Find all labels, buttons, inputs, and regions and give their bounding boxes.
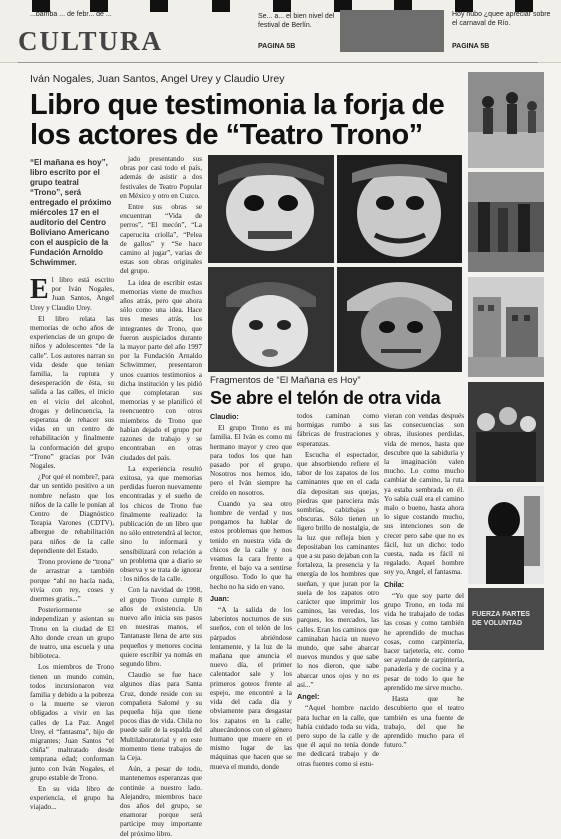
paragraph: Entre sus obras se encuentran “Vida de perros”, “El mecón”, “La caperucita criolla”, “Pelea de gallos” y “Se hace camino al jugar”, varias de estas son obras originales del grupo.	[120, 203, 202, 276]
paragraph: “Aquel hombre nacido para luchar en la calle, que había cuidado toda su vida, pero supo de la calle y de que él aquí no tenía donde me dedicará trabajo y de otras fuentes como si estu-	[297, 704, 379, 768]
article-column-1	[30, 274, 114, 812]
teaser-photo	[340, 10, 444, 52]
section-divider	[18, 62, 538, 63]
top-date-line: ...bamba ... de febr... de ...	[30, 11, 112, 18]
speaker-name: Chila:	[384, 579, 404, 589]
sign-line-1: FUERZA PARTES	[472, 611, 530, 618]
article-2-title: Se abre el telón de otra vida	[210, 388, 441, 408]
paragraph	[297, 692, 379, 702]
paragraph: jado presentando sus obras por casi todo el país, además de asistir a dos festivales de Teatro Popular en México y otro en Cuzco.	[120, 155, 202, 200]
paragraph: Escucha el espectador, que absorbiendo refiere el tabor de los zapatos de los caminantes que en el cada día depositan sus quejas, piedras que pareciera más sombrías, cabizbajas y obscuras. Sólo tienen un ligero brillo de nostalgia, de la luz que refleja bien y depositaban los caminantes que a su paso dejaban con la fortaleza, la presencia y la energía de los hombres que sueñan, y que juran por la suela de los zapatos otro carácter que imprimir los caminos, las veredas, los parques, los mercados, las calles. Eran los caminos que caminaban hacia un nuevo mundo, que sabe abarcar nuevos mundos y que sabe lo nos dieron, que sabe abarcar unos ojos y no es así...”	[297, 450, 379, 689]
paragraph: En su vida libro de experiencia, el grupo ha viajado...	[30, 784, 114, 812]
paragraph: El grupo Trono es mi familia. El Iván es como mi hermano mayor y creo que para todos los que han pasado por el grupo. Nosotros nos hemos ido, pero el Iván siempre ha creído en nosotros.	[210, 424, 292, 497]
sign-line-2: DE VOLUNTAD	[472, 620, 523, 627]
binding-hole	[273, 0, 291, 12]
mask-photo-1	[208, 155, 334, 263]
paragraph: La idea de escribir estas memorias viene de muchos años atrás, pero que ahora sólo como una idea. Hace tres meses atrás, los integrantes de Trono, que fueron auspiciados durante la mayor parte del año 1997 por la Fundación Arnaldo Schwimmer, presentaron unos cuantos testimonios a dicha institución y les pidió que completaran sus memorias y se planificó el reencuentro con otros miembros de Trono que habían dejado el grupo por razones de trabajo y se encontraban en otras ciudades del país.	[120, 278, 202, 462]
article-2-column-3	[384, 412, 464, 750]
paragraph: vieran con vendas después las consecuencias son obras, ilusiones perdidas, vida de menos, hasta que descubre que la sabiduría y la imaginación valen mucho. Lo como mucho cambiar de camino, la ruta ya estaba sembrada en él. Yo sabía cuál era el camino malo o bueno, hasta ahora lo sigue costando mucho, sus intenciones son de crecer pero sabe que no es fácil, luz un dicho: todo cuesta, nada es fácil ni regalado. Aquel hombre soy yo, Angel, el fantasma.	[384, 412, 464, 577]
sign-text	[472, 610, 540, 628]
binding-hole	[212, 0, 230, 12]
mask-photo-4	[337, 267, 462, 372]
speaker-name: Claudio:	[210, 412, 239, 421]
paragraph: Claudio se fue hace algunos días para Santa Cruz, donde reside con su compañera Salomé y su pequeña hija que tiene pocos días de vida. Chila no puede salir de la espalda del Multilaboratorial y en este momento tiene trabajos de la Ceja.	[120, 671, 202, 762]
side-photo-performers	[468, 72, 544, 168]
paragraph: Los miembros de Trono tienen un mundo común, todos incursionaron vez familia y debido a la pobreza o la muerte se vieron obligados a vivir en las calles de La Paz. Angel Urey, el “fantasma”, hijo de migrantes; Juan Santos “el chiña” maltratado desde temprana edad; conforman junto con Iván Nogales, el grupo estable de Trono.	[30, 663, 114, 782]
article-2-column-2	[297, 412, 379, 768]
section-title: CULTURA	[18, 26, 164, 56]
article-2-column-1	[210, 412, 292, 771]
article-column-2	[120, 155, 202, 838]
paragraph	[384, 580, 464, 590]
teaser-carnaval-page: PAGINA 5B	[452, 43, 490, 50]
paragraph: La experiencia resultó exitosa, ya que memorias perdidas fueron nuevamente encontradas y el sueño de los chicos de Trono fue finalmente realizado: la publicación de un libro que no sólo entretendrá al lector, sino lo informará y sensibilizará con relación a un problema que a diario se observa y se trata de ignorar : los niños de la calle.	[120, 464, 202, 584]
lead-paragraph: “El mañana es hoy”, libro escrito por el grupo teatral “Trono”, será entregado el próximo miércoles 17 en el auditorio del Centro Boliviano Americano con el auspicio de la Fundación Arnoldo Schwimmer.	[30, 158, 112, 267]
mask-photo-3	[208, 267, 334, 372]
mask-photo-2	[337, 155, 462, 263]
paragraph	[210, 594, 292, 604]
teaser-festival-text: Se... a... el bien nivel del festival de Berlín.	[258, 13, 335, 29]
paragraph: Aún, a pesar de todo, mantenemos esperanzas que continúe a nuestro lado. Alejandro, miembros hace dos años del grupo, se enamorar porque será partícipe muy importante del próximo libro.	[120, 765, 202, 838]
byline: Iván Nogales, Juan Santos, Angel Urey y Claudio Urey	[30, 73, 285, 85]
headline: Libro que testimonia la forja de los actores de “Teatro Trono”	[30, 89, 445, 151]
speaker-name: Juan:	[210, 593, 230, 603]
photo-caption: Fragmentos de “El Mañana es Hoy”	[210, 375, 361, 386]
paragraph: todos caminan como hormigas rumbo a sus fábricas de frustraciones y esperanzas.	[297, 412, 379, 448]
paragraph: Hasta que he descubierto que el teatro también es una fuente de trabajo, del que he aprendido mucho para el futuro.”	[384, 695, 464, 750]
paragraph: ¿Por qué el nombre?, para dar un sentido positivo a un nombre nefasto que los niños de la calle le ponían al Centro de Diagnóstico Terapia Varones (CDTV), albergue de rehabilitación para niños de la calle dependiente del Estado.	[30, 473, 114, 555]
side-photo-sign	[468, 588, 544, 650]
side-photo-street	[468, 172, 544, 272]
paragraph	[30, 276, 114, 313]
paragraph: Trono proviene de “trona” de arrastrar a también porque “ahí no hacía nada, vivía con rey, coses y duermes gratis...”	[30, 558, 114, 603]
drop-cap: E	[30, 274, 49, 305]
paragraph: Posteriormente se independizan y asientan su Trono en la ciudad de El Alto donde crean un grupo de teatro, una escuela y una biblioteca.	[30, 606, 114, 661]
paragraph-text: l libro está escrito por Iván Nogales, Juan Santos, Angel Urey y Claudio Urey.	[30, 276, 114, 312]
side-photo-building	[468, 277, 544, 377]
teaser-carnaval-text: Hoy hubo ¿quee apreciar sobre el carnaval de Río.	[452, 11, 551, 27]
side-photo-masked-figure	[468, 486, 544, 584]
paragraph: “Yo que soy parte del grupo Trono, en toda mi vida he trabajado de todas las cosas y como también he aprendido de muchas cosas, como carpintería, hacer tarjetería, etc. como ser ayudante de carpintería, panadería y de cocina y a pesar de todo lo que he aprendido me sirve mucho.	[384, 591, 464, 692]
paragraph	[210, 412, 292, 422]
paragraph: Cuando ya sea otro hombre de verdad y nos pongamos ha hablar de estos problemas que hemos tenido en nuestra vida de chicos de la calle y nos veamos la cara frente a frente, el bajo va a sentirse orgulloso. Todo lo que ha hecho no ha sido en vano.	[210, 499, 292, 591]
teaser-festival-page: PAGINA 5B	[258, 43, 296, 50]
speaker-name: Angel:	[297, 692, 320, 702]
paragraph: Con la navidad de 1998, el grupo Trono cumple 8 años de existencia. Un nuevo año inicia sus pasos en nuestras manos, el Tantanaste llena de arte sus pequeños y menores cocina quiere escribir ya nomás en segundo libro.	[120, 586, 202, 668]
paragraph: “A la salida de los laberintos nocturnos de sus sueños, con el telón de los párpados abriéndose lentamente, y la luz de la mañana que anuncia el nuevo día, el primer calentador sale y los primeros goteos frente al espejo, me encontré a la vida del cada día y obviamente para desgastar los zapatos en la calle; ahuecándonos con el género humano que muere en el mismo lugar de las máquinas que hacen que se mueva el mundo, donde	[210, 606, 292, 771]
paragraph: El libro relata las memorias de ocho años de experiencias de un grupo de niños y adolescentes “de la calle”. Los autores narran su vida desde que tenían familia, la ruptura y desesperación de ésta, su salida a las calles, el inicio en el vicio del alcohol, drogas y delincuencia, la esperanza de rehacer sus vidas en un centro de rehabilitación y finalmente la conformación del grupo “Trono” gracias por Iván Nogales.	[30, 314, 114, 471]
side-photo-group	[468, 382, 544, 482]
